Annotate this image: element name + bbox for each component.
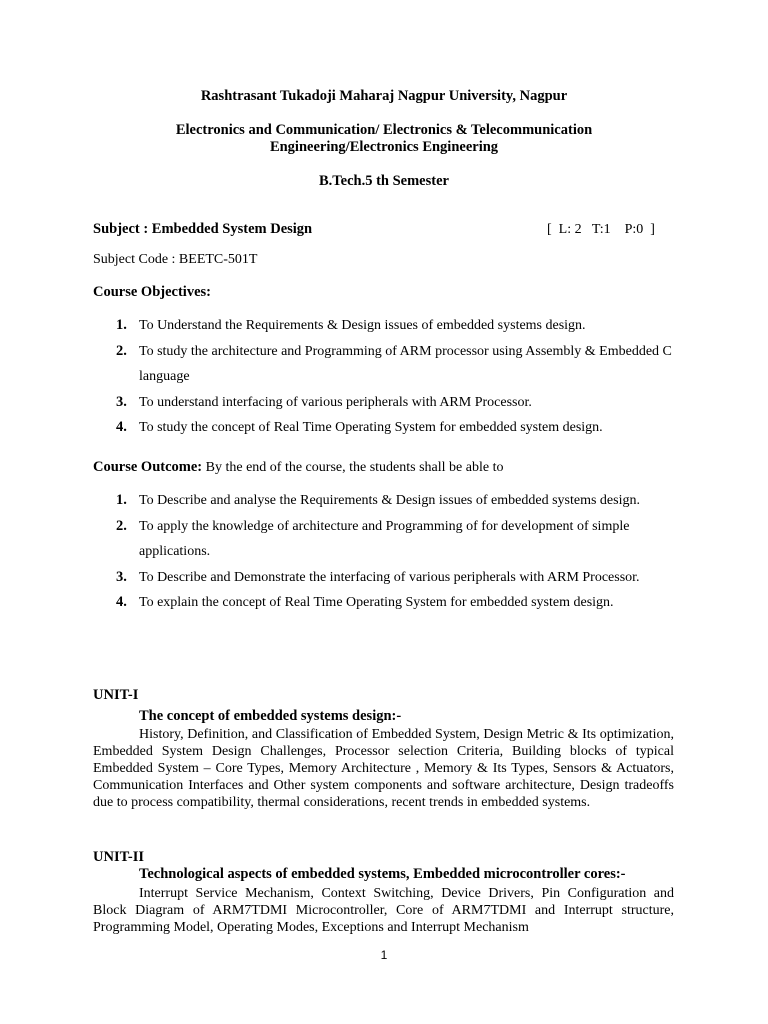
outcome-intro-line — [93, 459, 503, 476]
list-item-number: 4. — [116, 594, 127, 610]
list-item-number: 1. — [116, 492, 127, 508]
outcome-intro: By the end of the course, the students shall be able to — [202, 460, 504, 475]
list-item — [112, 514, 672, 565]
list-item-number: 2. — [116, 342, 127, 359]
outcome-list — [112, 488, 672, 616]
unit-1-subtitle: The concept of embedded systems design:- — [139, 708, 402, 724]
objectives-list — [112, 313, 682, 441]
unit-2-body: Interrupt Service Mechanism, Context Switching, Device Drivers, Pin Configuration and Block Diagram of ARM7TDMI Microcontroller, Core of ARM7TDMI and Interrupt structure, Programming Model, Operating Modes, Exceptions and Interrupt Mechanism — [93, 886, 674, 935]
objectives-heading: Course Objectives: — [93, 284, 211, 300]
list-item — [112, 415, 682, 441]
list-item-text: To explain the concept of Real Time Operating System for embedded system design. — [139, 595, 614, 610]
list-item-text: To Describe and analyse the Requirements & Design issues of embedded systems design. — [139, 493, 640, 508]
page-number: 1 — [380, 948, 388, 962]
list-item — [112, 488, 672, 514]
list-item-number: 3. — [116, 568, 127, 585]
list-item-text: To Understand the Requirements & Design issues of embedded systems design. — [139, 318, 586, 333]
list-item-text: To Describe and Demonstrate the interfacing of various peripherals with ARM Processor. — [139, 569, 640, 585]
unit-1-body: History, Definition, and Classification of Embedded System, Design Metric & Its optimization, Embedded System Design Challenges, Processor selection Criteria, Building blocks of typical Embedded System – Core Types, Memory Architecture , Memory & Its Types, Sensors & Actuators, Communication Interfaces and Other system components and software architecture, Design tradeoffs due to process compatibility, thermal considerations, recent trends in embedded systems. — [93, 727, 674, 810]
list-item — [112, 565, 672, 591]
list-item-text: To understand interfacing of various peripherals with ARM Processor. — [139, 394, 532, 410]
list-item-number: 4. — [116, 419, 127, 435]
list-item — [112, 390, 682, 416]
outcome-heading: Course Outcome: — [93, 459, 203, 475]
unit-2-title: UNIT-II — [93, 849, 145, 865]
list-item-text: To apply the knowledge of architecture and Programming of for development of simple applications. — [139, 518, 630, 559]
list-item-number: 3. — [116, 393, 127, 410]
list-item — [112, 590, 672, 616]
unit-1-title: UNIT-I — [93, 687, 139, 703]
list-item — [112, 313, 682, 339]
list-item-text: To study the concept of Real Time Operating System for embedded system design. — [139, 420, 603, 435]
list-item-text: To study the architecture and Programming of ARM processor using Assembly & Embedded C language — [139, 343, 672, 384]
subject-credits: [ L: 2 T:1 P:0 ] — [547, 222, 655, 237]
semester-title: B.Tech.5 th Semester — [319, 173, 449, 189]
list-item-number: 1. — [116, 317, 127, 333]
branch-line-1: Electronics and Communication/ Electronics & Telecommunication — [175, 122, 593, 138]
subject-code: Subject Code : BEETC-501T — [93, 252, 258, 267]
list-item-number: 2. — [116, 517, 127, 534]
unit-2-subtitle: Technological aspects of embedded systems, Embedded microcontroller cores:- — [139, 866, 626, 882]
university-name: Rashtrasant Tukadoji Maharaj Nagpur University, Nagpur — [200, 88, 568, 104]
branch-line-2: Engineering/Electronics Engineering — [269, 139, 499, 155]
list-item — [112, 339, 682, 390]
subject-label: Subject : Embedded System Design — [93, 221, 313, 237]
